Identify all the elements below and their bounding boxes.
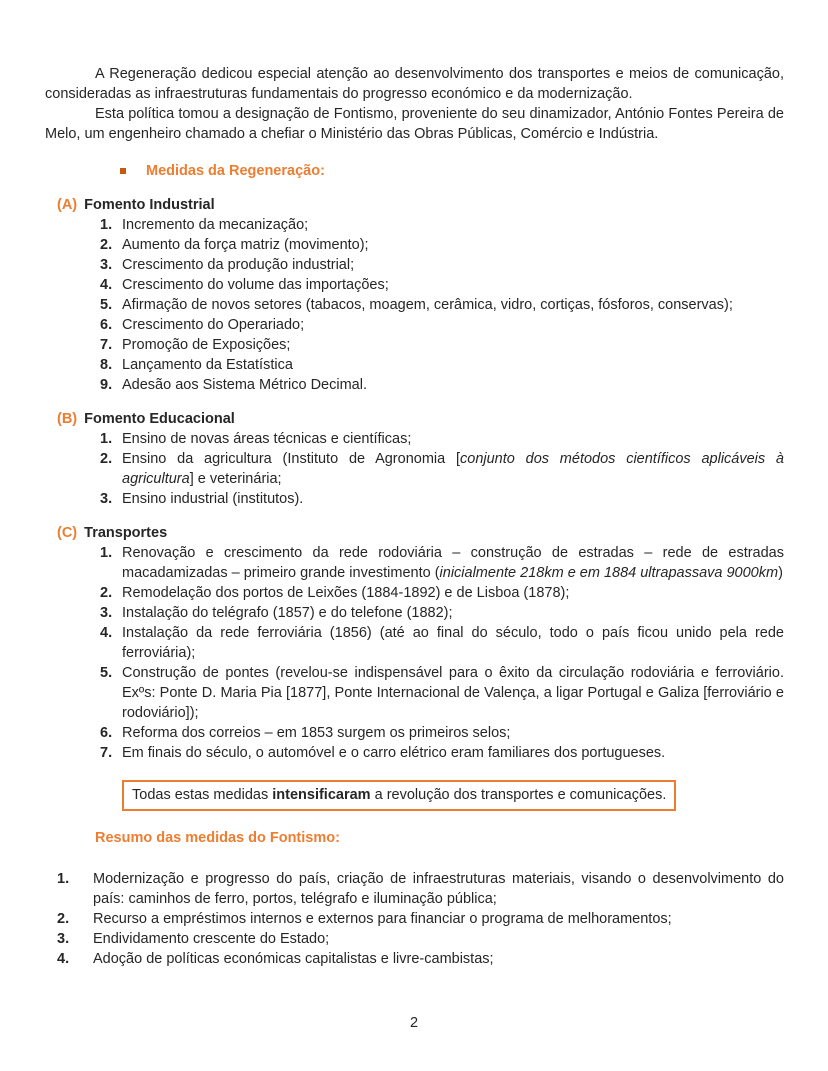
item-number: 5. [100,665,113,681]
text-segment: Lançamento da Estatística [122,357,293,373]
text-segment: Endividamento crescente do Estado; [93,931,330,947]
text-segment: Adesão aos Sistema Métrico Decimal. [122,377,367,393]
boxed-note [122,780,676,811]
text-segment: Crescimento da produção industrial; [122,257,355,273]
list-item [45,235,784,255]
list-item [45,429,784,449]
item-number: 8. [100,357,113,373]
text-segment: ] e veterinária; [189,471,282,487]
text-segment: Recurso a empréstimos internos e externos para financiar o programa de melhoramentos; [93,911,672,927]
summary-heading: Resumo das medidas do Fontismo: [95,830,340,846]
section-heading [45,195,784,215]
item-number: 1. [100,217,113,233]
item-number: 1. [100,431,113,447]
measures-sections [45,195,784,763]
item-text [122,491,303,507]
list-item [45,295,784,315]
item-text [122,451,784,487]
item-text [122,745,665,761]
item-text [122,665,784,721]
text-segment: Reforma dos correios – em 1853 surgem os primeiros selos; [122,725,511,741]
summary-list-item [45,949,784,969]
item-number: 6. [100,317,113,333]
section-item-list [45,429,784,509]
text-segment: Modernização e progresso do país, criação de infraestruturas materiais, visando o desenvolvimento do país: caminhos de ferro, portos, telégrafo e iluminação pública; [93,871,784,907]
text-segment: Em finais do século, o automóvel e o carro elétrico eram familiares dos portugueses. [122,745,666,761]
item-text [122,625,784,661]
text-segment: Ensino da agricultura (Instituto de Agronomia [ [122,451,461,467]
item-number: 1. [57,871,70,887]
item-text [122,545,784,581]
item-number: 3. [100,605,113,621]
item-text [122,277,389,293]
item-number: 3. [57,931,70,947]
section-c [45,523,784,763]
section-heading [45,409,784,429]
list-item [45,489,784,509]
item-text [122,605,453,621]
item-number: 4. [57,951,70,967]
list-item [45,449,784,489]
item-number: 9. [100,377,113,393]
item-number: 2. [100,585,113,601]
item-number: 7. [100,337,113,353]
item-number: 3. [100,257,113,273]
list-item [45,375,784,395]
item-text [122,585,569,601]
item-number: 1. [100,545,113,561]
text-segment: intensificaram [272,787,371,803]
list-item [45,215,784,235]
item-number: 2. [100,451,113,467]
text-segment: Ensino industrial (institutos). [122,491,304,507]
text-segment: Promoção de Exposições; [122,337,291,353]
text-segment: Crescimento do Operariado; [122,317,305,333]
list-item [45,583,784,603]
item-text [93,951,494,967]
item-text [122,377,367,393]
list-item [45,543,784,583]
intro-paragraph-2: Esta política tomou a designação de Fontismo, proveniente do seu dinamizador, António Fontes Pereira de Melo, um engenheiro chamado a chefiar o Ministério das Obras Públicas, Comércio e Indústria. [45,106,784,142]
text-segment: conjunto dos métodos científicos aplicáveis à agricultura [122,451,784,487]
list-item [45,723,784,743]
section-title: Transportes [84,525,168,541]
summary-list-item [45,929,784,949]
item-text [122,317,304,333]
text-segment: Aumento da força matriz (movimento); [122,237,369,253]
text-segment: Afirmação de novos setores (tabacos, moagem, cerâmica, vidro, cortiças, fósforos, conservas); [122,297,733,313]
item-number: 7. [100,745,113,761]
item-text [122,217,308,233]
section-title: Fomento Industrial [84,197,215,213]
summary-list-item [45,869,784,909]
list-item [45,335,784,355]
section-label: (B) [57,411,78,427]
text-segment: Renovação e crescimento da rede rodoviária – construção de estradas – rede de estradas macadamizadas – primeiro grande investimento ( [122,545,784,581]
summary-list-item [45,909,784,929]
text-segment: Incremento da mecanização; [122,217,309,233]
section-b [45,409,784,509]
text-segment: Todas estas medidas [132,787,273,803]
list-item [45,275,784,295]
section-title: Fomento Educacional [84,411,235,427]
item-text [93,931,329,947]
text-segment: ) [778,565,783,581]
text-segment: Crescimento do volume das importações; [122,277,389,293]
square-bullet-icon [120,168,126,174]
item-text [93,871,784,907]
text-segment: Construção de pontes (revelou-se indispensável para o êxito da circulação rodoviária e ferroviário. Exºs: Ponte D. Maria Pia [1877], Ponte Internacional de Valença, a ligar Portugal e Galiza [ferroviário e rodoviário]); [122,665,784,721]
item-number: 2. [100,237,113,253]
item-text [122,297,733,313]
item-text [122,357,293,373]
section-a [45,195,784,395]
list-item [45,663,784,723]
list-item [45,255,784,275]
list-item [45,315,784,335]
item-text [122,431,411,447]
text-segment: Remodelação dos portos de Leixões (1884-1892) e de Lisboa (1878); [122,585,570,601]
measures-heading [45,161,784,181]
item-number: 6. [100,725,113,741]
section-label: (C) [57,525,78,541]
summary-list [45,869,784,969]
text-segment: a revolução dos transportes e comunicações. [370,787,667,803]
item-number: 5. [100,297,113,313]
page-number: 2 [409,1015,419,1031]
section-item-list [45,215,784,395]
item-text [122,725,510,741]
list-item [45,603,784,623]
item-number: 3. [100,491,113,507]
item-number: 4. [100,625,113,641]
list-item [45,355,784,375]
text-segment: Instalação da rede ferroviária (1856) (até ao final do século, todo o país ficou unido pela rede ferroviária); [122,625,784,661]
section-item-list [45,543,784,763]
section-label: (A) [57,197,78,213]
item-text [122,257,354,273]
item-text [93,911,672,927]
text-segment: Ensino de novas áreas técnicas e científicas; [122,431,412,447]
item-text [122,337,290,353]
text-segment: inicialmente 218km e em 1884 ultrapassava 9000km [439,565,779,581]
list-item [45,623,784,663]
item-text [122,237,369,253]
text-segment: Instalação do telégrafo (1857) e do telefone (1882); [122,605,453,621]
section-heading [45,523,784,543]
text-segment: Adoção de políticas económicas capitalistas e livre-cambistas; [93,951,494,967]
list-item [45,743,784,763]
intro-paragraph-1: A Regeneração dedicou especial atenção ao desenvolvimento dos transportes e meios de comunicação, consideradas as infraestruturas fundamentais do progresso económico e da modernização. [45,66,784,102]
item-number: 2. [57,911,70,927]
measures-heading-label: Medidas da Regeneração: [146,163,325,179]
item-number: 4. [100,277,113,293]
boxed-note-container [45,780,784,811]
